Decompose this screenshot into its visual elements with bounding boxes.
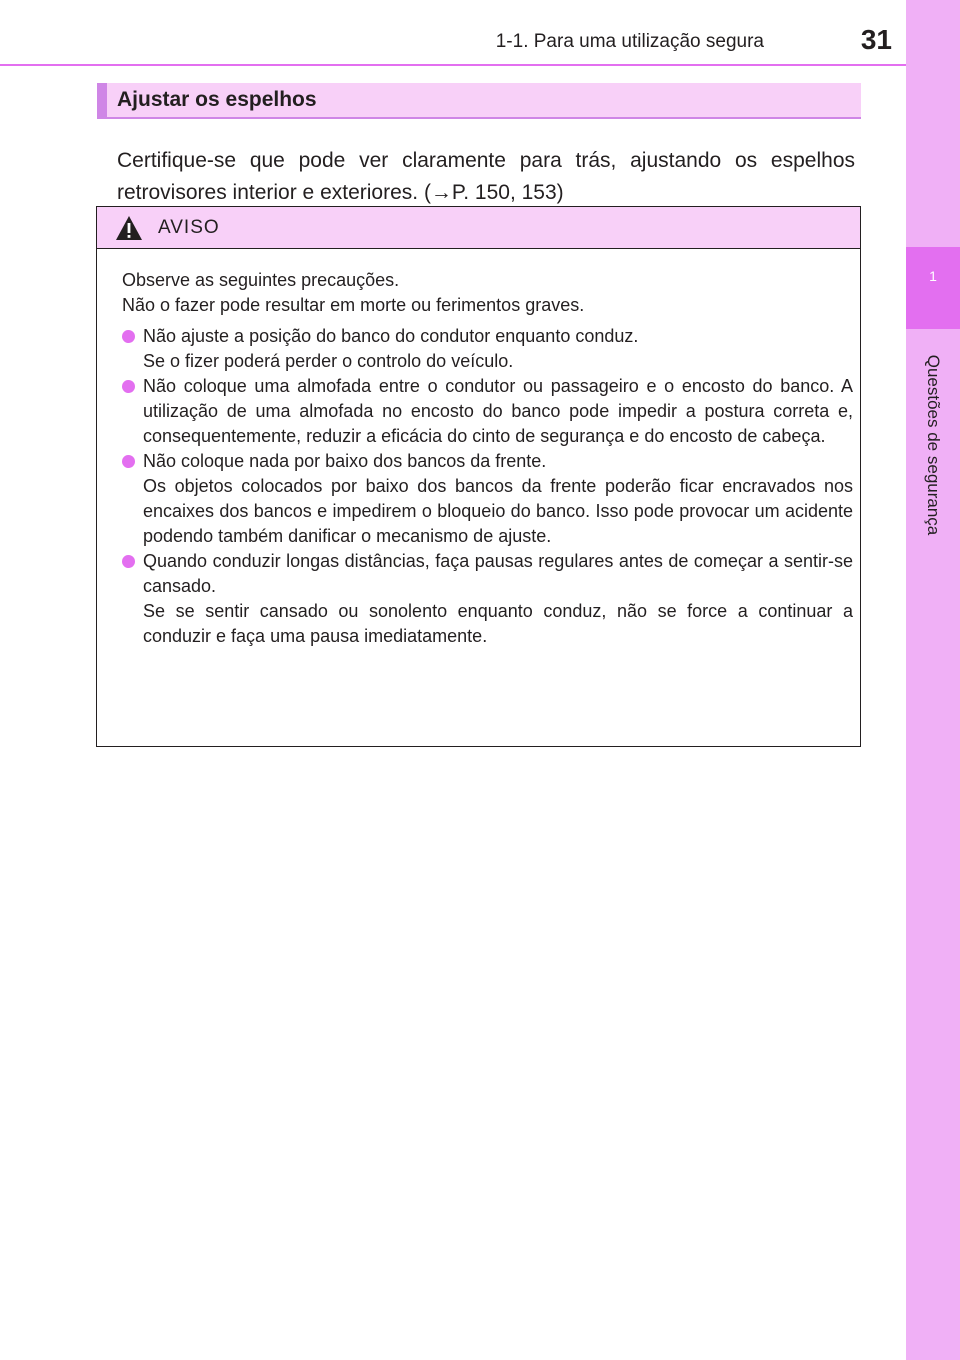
chapter-number: 1 <box>929 268 937 284</box>
running-header: 1-1. Para uma utilização segura <box>495 31 764 52</box>
warning-item-text: Não ajuste a posição do banco do condutor enquanto conduz. <box>143 326 639 346</box>
section-heading: Ajustar os espelhos <box>117 88 317 111</box>
warning-intro-line: Observe as seguintes precauções. <box>122 270 400 290</box>
warning-item-detail: Se o fizer poderá perder o controlo do veículo. <box>143 351 514 371</box>
header-divider <box>0 64 906 66</box>
intro-paragraph: Certifique-se que pode ver claramente para trás, ajustando os espelhos retrovisores interior e exteriores. (→P. 150, 153) <box>117 149 855 204</box>
warning-item-text: Não coloque uma almofada entre o condutor ou passageiro e o encosto do banco. A utilização de uma almofada no encosto do banco pode impedir a postura correta e, consequentemente, reduzir a eficácia do cinto de segurança e do encosto de cabeça. <box>143 376 853 446</box>
side-tab <box>906 0 960 1360</box>
page-number: 31 <box>860 24 892 55</box>
warning-triangle-icon <box>115 215 143 241</box>
warning-title: AVISO <box>158 217 220 238</box>
bullet-icon <box>122 555 135 568</box>
warning-intro-line: Não o fazer pode resultar em morte ou ferimentos graves. <box>122 295 585 315</box>
warning-item <box>122 449 853 549</box>
warning-item-text: Não coloque nada por baixo dos bancos da frente. <box>143 451 547 471</box>
warning-item-text: Quando conduzir longas distâncias, faça pausas regulares antes de começar a sentir-se cansado. <box>143 551 853 596</box>
warning-item <box>122 324 853 374</box>
warning-item <box>122 549 853 649</box>
warning-header <box>97 207 860 249</box>
chapter-tab[interactable] <box>906 247 960 329</box>
warning-item-detail: Se se sentir cansado ou sonolento enquanto conduz, não se force a continuar a conduzir e faça uma pausa imediatamente. <box>143 601 853 646</box>
chapter-title: Questões de segurança <box>924 354 943 536</box>
warning-intro <box>122 268 853 318</box>
section-heading-bar <box>97 83 861 117</box>
bullet-icon <box>122 455 135 468</box>
warning-item-detail: Os objetos colocados por baixo dos bancos da frente poderão ficar encravados nos encaixes dos bancos e impedirem o bloqueio do banco. Isso pode provocar um acidente podendo também danificar o mecanismo de ajuste. <box>143 476 853 546</box>
bullet-icon <box>122 380 135 393</box>
heading-divider <box>97 117 861 119</box>
bullet-icon <box>122 330 135 343</box>
warning-item <box>122 374 853 449</box>
warning-body <box>122 268 853 649</box>
warning-box <box>96 206 861 747</box>
